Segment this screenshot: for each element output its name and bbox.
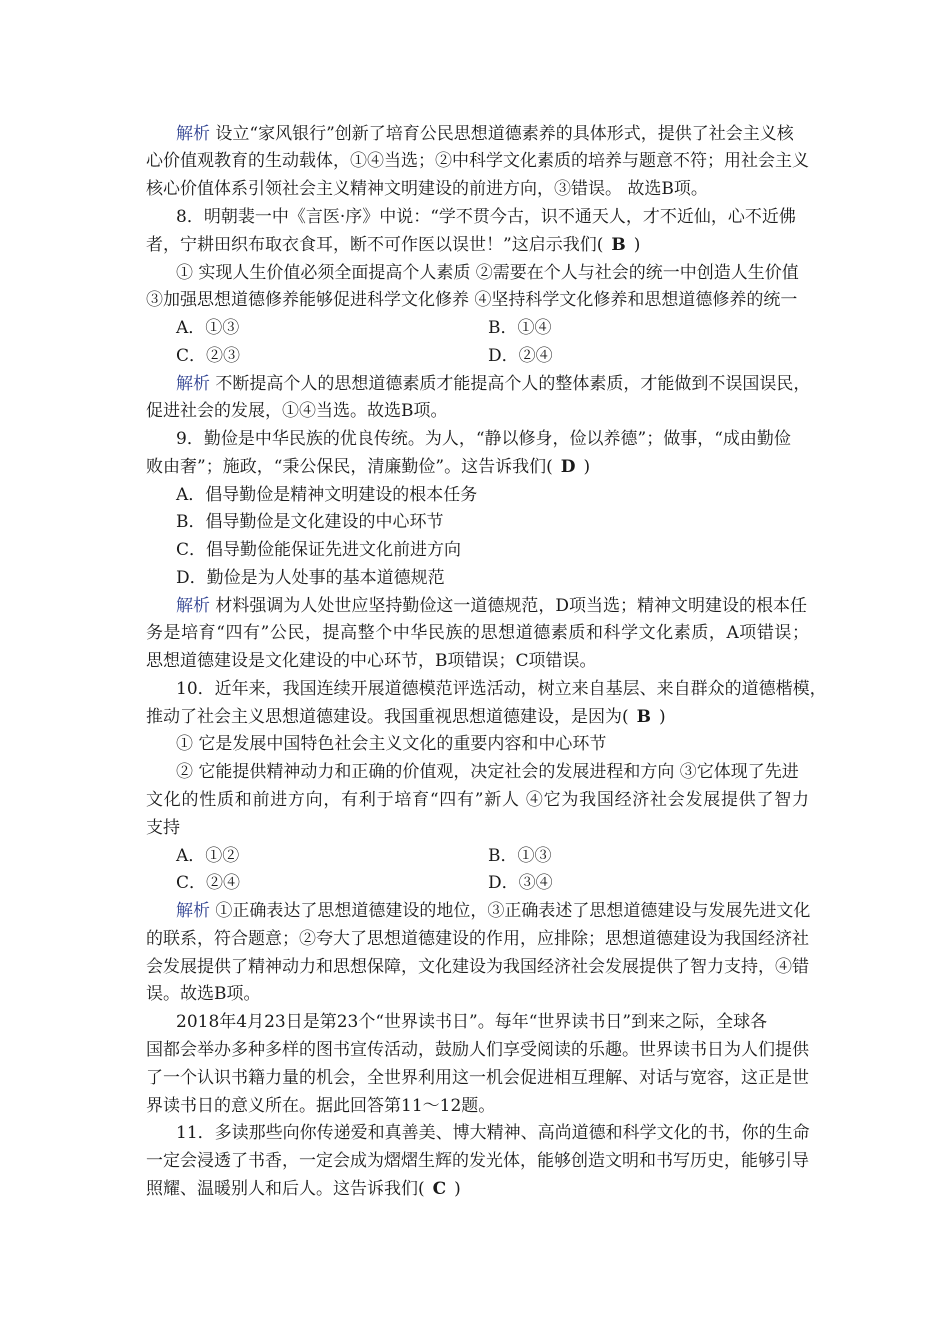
analysis-label: 解析 <box>176 901 210 921</box>
analysis-9: 解析 材料强调为人处世应坚持勤俭这一道德规范，D项当选；精神文明建设的根本任 <box>176 596 808 616</box>
analysis-label: 解析 <box>176 596 210 616</box>
option-c: C．②③ <box>176 346 241 366</box>
analysis-10: 解析 ①正确表达了思想道德建设的地位，③正确表述了思想道德建设与发展先进文化 <box>176 901 811 921</box>
text-line: 核心价值体系引领社会主义精神文明建设的前进方向，③错误。 故选B项。 <box>146 179 708 199</box>
material-line: 界读书日的意义所在。据此回答第11～12题。 <box>146 1096 496 1116</box>
question-10-stem: 推动了社会主义思想道德建设。我国重视思想道德建设，是因为( B ) <box>146 704 666 730</box>
statement-line: ② 它能提供精神动力和正确的价值观，决定社会的发展进程和方向 ③它体现了先进 <box>176 762 799 782</box>
answer-mark: C <box>432 1179 447 1199</box>
statement-line: ③加强思想道德修养能够促进科学文化修养 ④坚持科学文化修养和思想道德修养的统一 <box>146 290 798 310</box>
text-line: 会发展提供了精神动力和思想保障，文化建设为我国经济社会发展提供了智力支持，④错 <box>146 957 809 977</box>
question-8-stem: 者，宁耕田织布取衣食耳，断不可作医以误世！”这启示我们( B ) <box>146 232 640 258</box>
text-line: 务是培育“四有”公民，提高整个中华民族的思想道德素质和科学文化素质，A项错误； <box>146 623 809 643</box>
option-b: B．①③ <box>488 846 552 866</box>
option-b: B．①④ <box>488 318 552 338</box>
option-d: D．勤俭是为人处事的基本道德规范 <box>176 568 445 588</box>
option-d: D．②④ <box>488 346 553 366</box>
question-8: 8．明朝裴一中《言医·序》中说：“学不贯今古，识不通天人，才不近仙，心不近佛 <box>176 207 796 227</box>
text-line: 误。故选B项。 <box>146 984 261 1004</box>
text-line: 心价值观教育的生动载体，①④当选；②中科学文化素质的培养与题意不符；用社会主义 <box>146 151 809 171</box>
statement-line: ① 它是发展中国特色社会主义文化的重要内容和中心环节 <box>176 734 607 754</box>
option-c: C．②④ <box>176 873 241 893</box>
analysis-label: 解析 <box>176 374 210 394</box>
analysis-7: 解析 设立“家风银行”创新了培育公民思想道德素养的具体形式，提供了社会主义核 <box>176 124 794 144</box>
answer-mark: B <box>636 707 652 727</box>
statement-line: ① 实现人生价值必须全面提高个人素质 ②需要在个人与社会的统一中创造人生价值 <box>176 263 799 283</box>
question-9-stem: 败由奢”；施政，“秉公保民，清廉勤俭”。这告诉我们( D ) <box>146 454 590 480</box>
material-line: 2018年4月23日是第23个“世界读书日”。每年“世界读书日”到来之际，全球各 <box>176 1012 768 1032</box>
question-11-stem: 照耀、温暖别人和后人。这告诉我们( C ) <box>146 1176 461 1202</box>
text-line: 思想道德建设是文化建设的中心环节，B项错误；C项错误。 <box>146 651 597 671</box>
material-line: 了一个认识书籍力量的机会，全世界利用这一机会促进相互理解、对话与宽容，这正是世 <box>146 1068 809 1088</box>
option-a: A．倡导勤俭是精神文明建设的根本任务 <box>176 485 478 505</box>
answer-mark: D <box>560 457 576 477</box>
analysis-8: 解析 不断提高个人的思想道德素质才能提高个人的整体素质，才能做到不误国误民， <box>176 374 811 394</box>
statement-line: 支持 <box>146 818 180 838</box>
option-c: C．倡导勤俭能保证先进文化前进方向 <box>176 540 462 560</box>
option-d: D．③④ <box>488 873 553 893</box>
question-11: 11．多读那些向你传递爱和真善美、博大精神、高尚道德和科学文化的书，你的生命 <box>176 1123 810 1143</box>
analysis-label: 解析 <box>176 124 210 144</box>
option-b: B．倡导勤俭是文化建设的中心环节 <box>176 512 444 532</box>
material-line: 国都会举办多种多样的图书宣传活动，鼓励人们享受阅读的乐趣。世界读书日为人们提供 <box>146 1040 809 1060</box>
option-a: A．①③ <box>176 318 240 338</box>
text-line: 的联系，符合题意；②夸大了思想道德建设的作用，应排除；思想道德建设为我国经济社 <box>146 929 809 949</box>
option-a: A．①② <box>176 846 240 866</box>
question-10: 10．近年来，我国连续开展道德模范评选活动，树立来自基层、来自群众的道德楷模， <box>176 679 827 699</box>
text-line: 一定会浸透了书香，一定会成为熠熠生辉的发光体，能够创造文明和书写历史，能够引导 <box>146 1151 809 1171</box>
question-9: 9．勤俭是中华民族的优良传统。为人，“静以修身，俭以养德”；做事，“成由勤俭 <box>176 429 791 449</box>
answer-mark: B <box>611 235 626 255</box>
statement-line: 文化的性质和前进方向，有利于培育“四有”新人 ④它为我国经济社会发展提供了智力 <box>146 790 809 810</box>
text-line: 促进社会的发展，①④当选。故选B项。 <box>146 401 448 421</box>
